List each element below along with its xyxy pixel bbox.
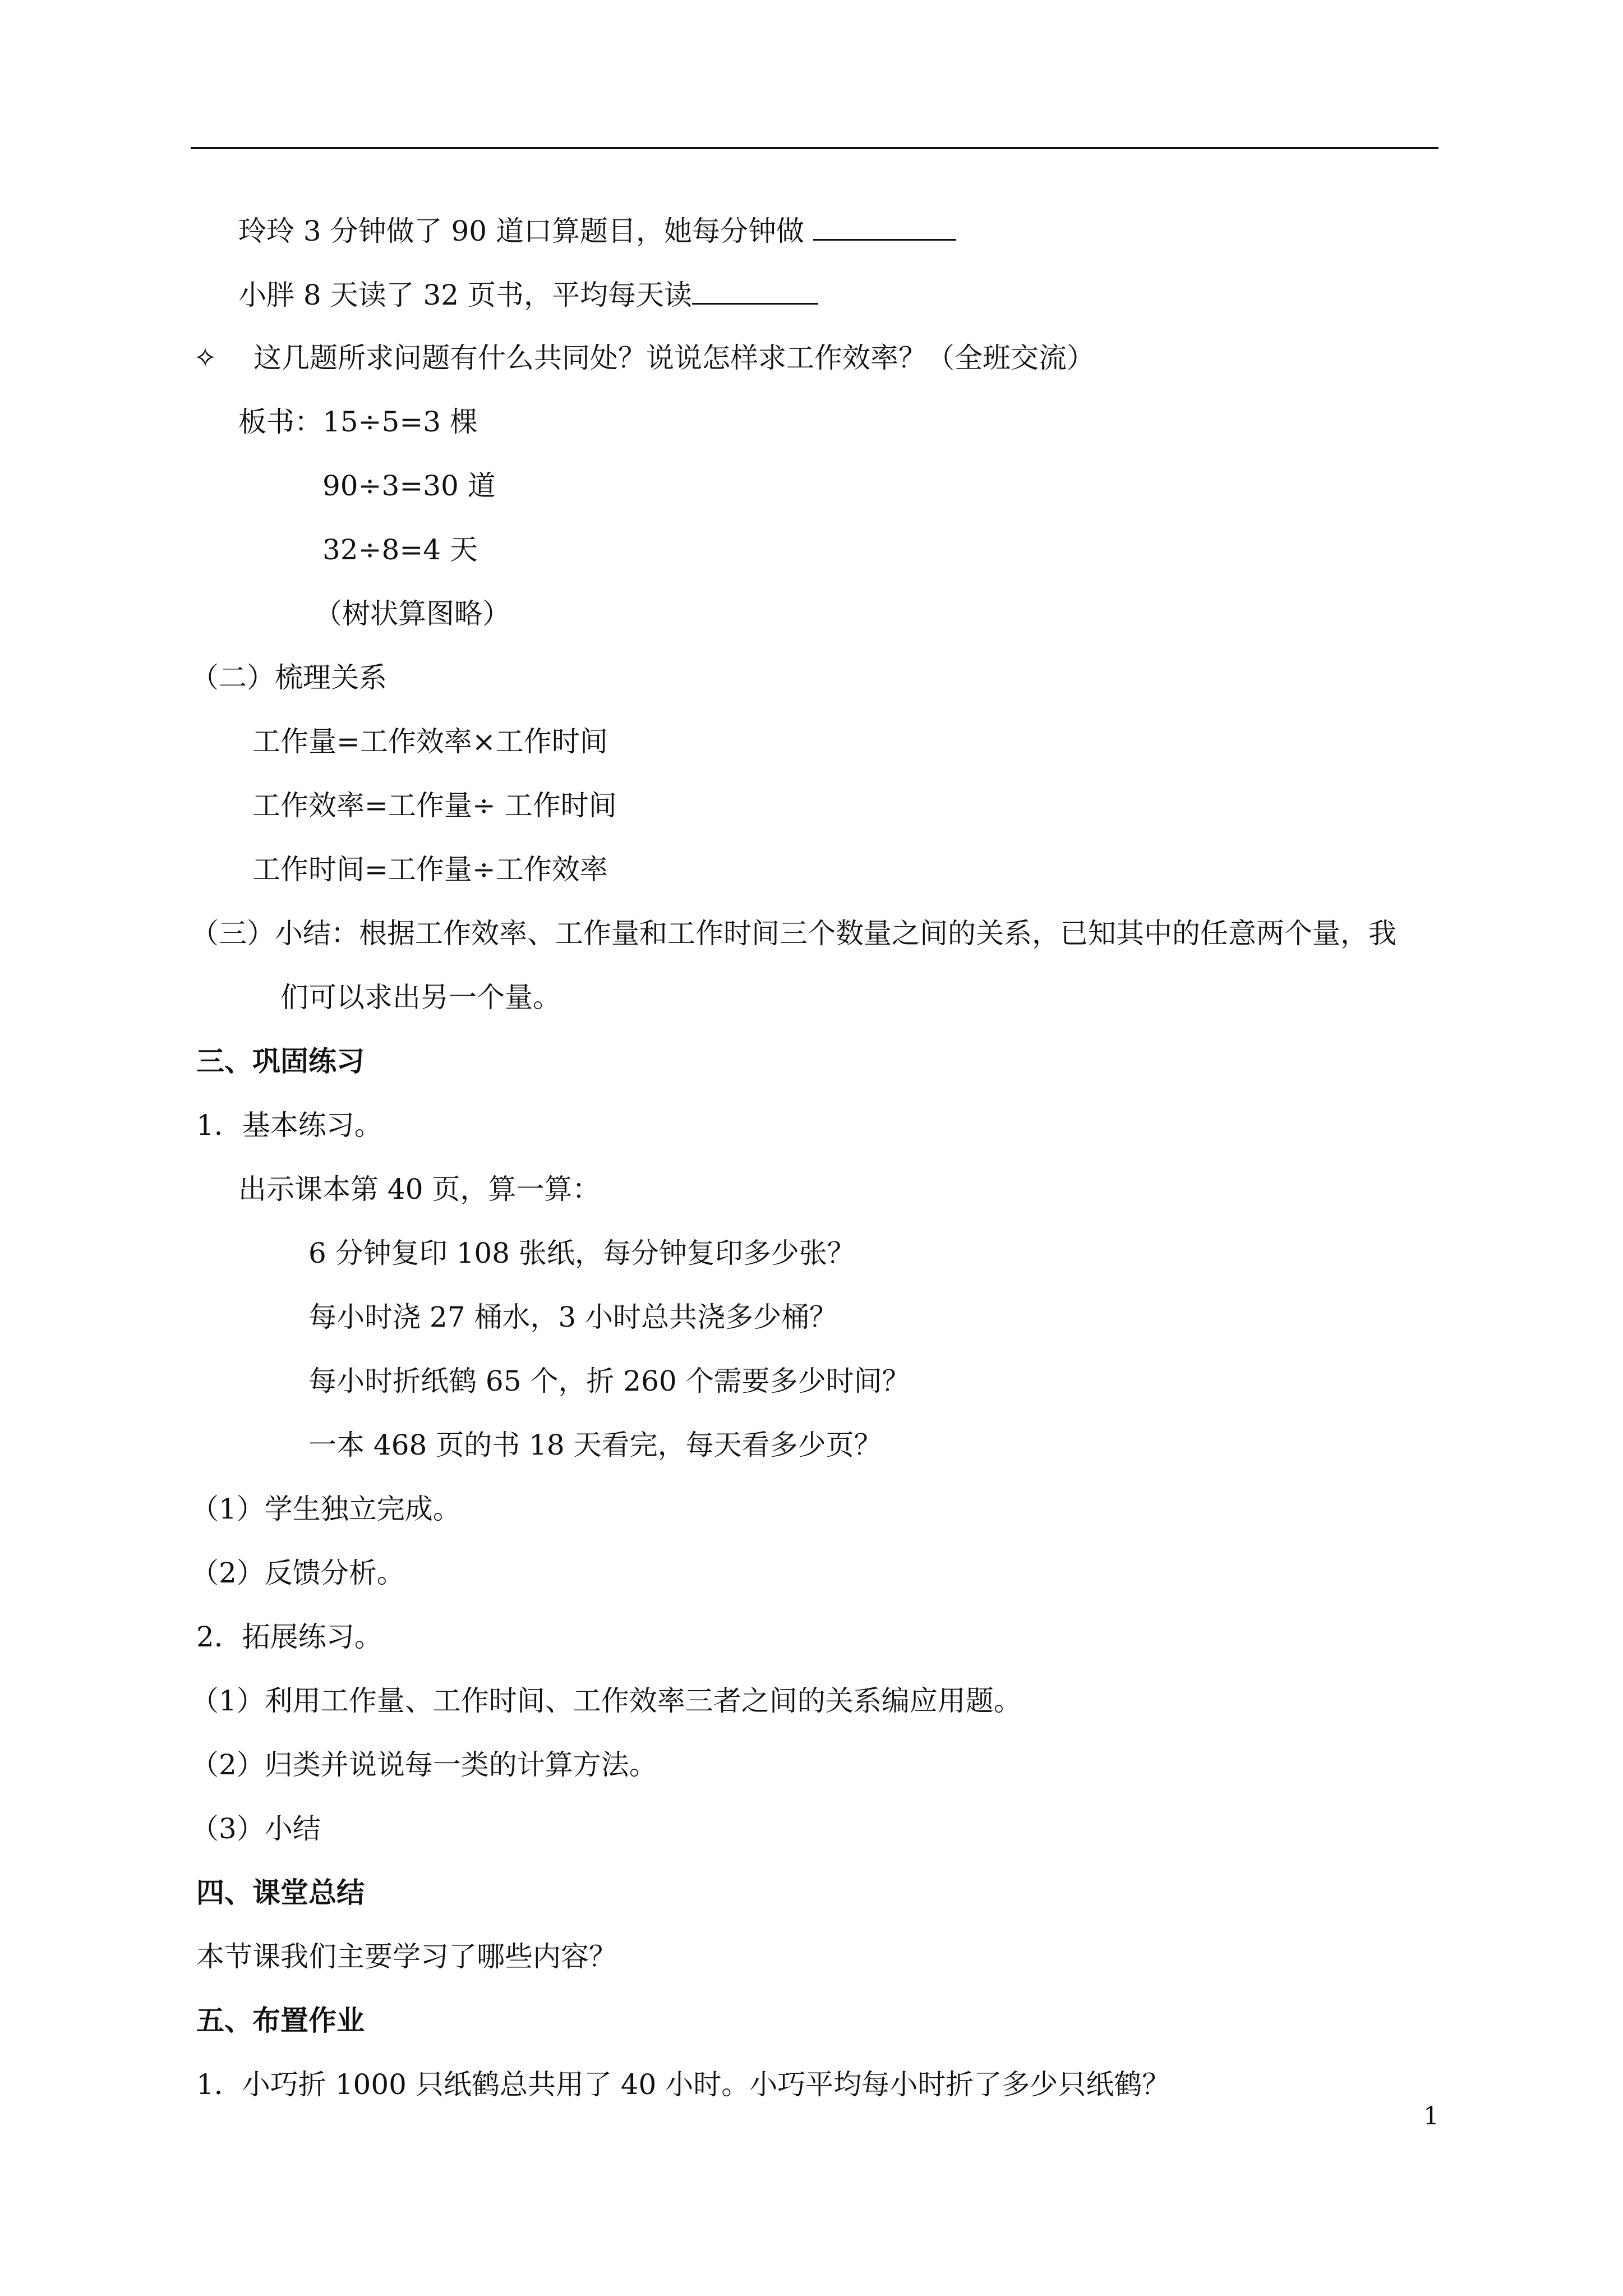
answer-blank <box>813 212 956 241</box>
page-number: 1 <box>1423 2102 1439 2131</box>
answer-blank <box>692 276 818 305</box>
homework-1: 1．小巧折 1000 只纸鹤总共用了 40 小时。小巧平均每小时折了多少只纸鹤？ <box>196 2068 1170 2101</box>
problem-3: 每小时折纸鹤 65 个，折 260 个需要多少时间？ <box>308 1365 910 1397</box>
extend-step-2: （2）归类并说说每一类的计算方法。 <box>191 1749 657 1781</box>
section-heading-3: 三、巩固练习 <box>196 1045 365 1078</box>
line-1: 玲玲 3 分钟做了 90 道口算题目，她每分钟做 <box>238 212 956 248</box>
section-heading-4: 四、课堂总结 <box>196 1876 365 1909</box>
formula-3: 工作时间=工作量÷工作效率 <box>252 853 608 886</box>
formula-1: 工作量=工作效率×工作时间 <box>252 725 608 758</box>
section-heading-5: 五、布置作业 <box>196 2004 365 2037</box>
line-eq-2: 90÷3=30 道 <box>322 470 496 502</box>
extend-step-3: （3）小结 <box>191 1812 321 1845</box>
header-rule <box>191 147 1438 149</box>
problem-1: 6 分钟复印 108 张纸，每分钟复印多少张？ <box>308 1237 855 1269</box>
summary-line-1: （三）小结：根据工作效率、工作量和工作时间三个数量之间的关系，已知其中的任意两个量，我 <box>191 917 1396 950</box>
problem-2: 每小时浇 27 桶水，3 小时总共浇多少桶？ <box>308 1301 838 1333</box>
section-2-heading: （二）梳理关系 <box>191 661 387 694</box>
extend-step-1: （1）利用工作量、工作时间、工作效率三者之间的关系编应用题。 <box>191 1685 1022 1717</box>
problem-4: 一本 468 页的书 18 天看完，每天看多少页？ <box>308 1429 882 1461</box>
line-2: 小胖 8 天读了 32 页书，平均每天读 <box>238 276 818 312</box>
item-basic: 1．基本练习。 <box>196 1109 382 1142</box>
line-question: 这几题所求问题有什么共同处？说说怎样求工作效率？（全班交流） <box>253 342 1095 374</box>
step-2: （2）反馈分析。 <box>191 1557 405 1589</box>
step-1: （1）学生独立完成。 <box>191 1493 461 1525</box>
item-extend: 2．拓展练习。 <box>196 1621 382 1653</box>
line-board: 板书：15÷5=3 棵 <box>238 406 478 438</box>
formula-2: 工作效率=工作量÷ 工作时间 <box>252 789 617 822</box>
summary-question: 本节课我们主要学习了哪些内容？ <box>196 1940 617 1973</box>
line-eq-3: 32÷8=4 天 <box>322 533 478 566</box>
line-tree-note: （树状算图略） <box>314 597 510 630</box>
textbook-line: 出示课本第 40 页，算一算： <box>238 1173 601 1205</box>
summary-line-2: 们可以求出另一个量。 <box>280 981 561 1014</box>
diamond-bullet-icon: ✧ <box>193 342 217 374</box>
